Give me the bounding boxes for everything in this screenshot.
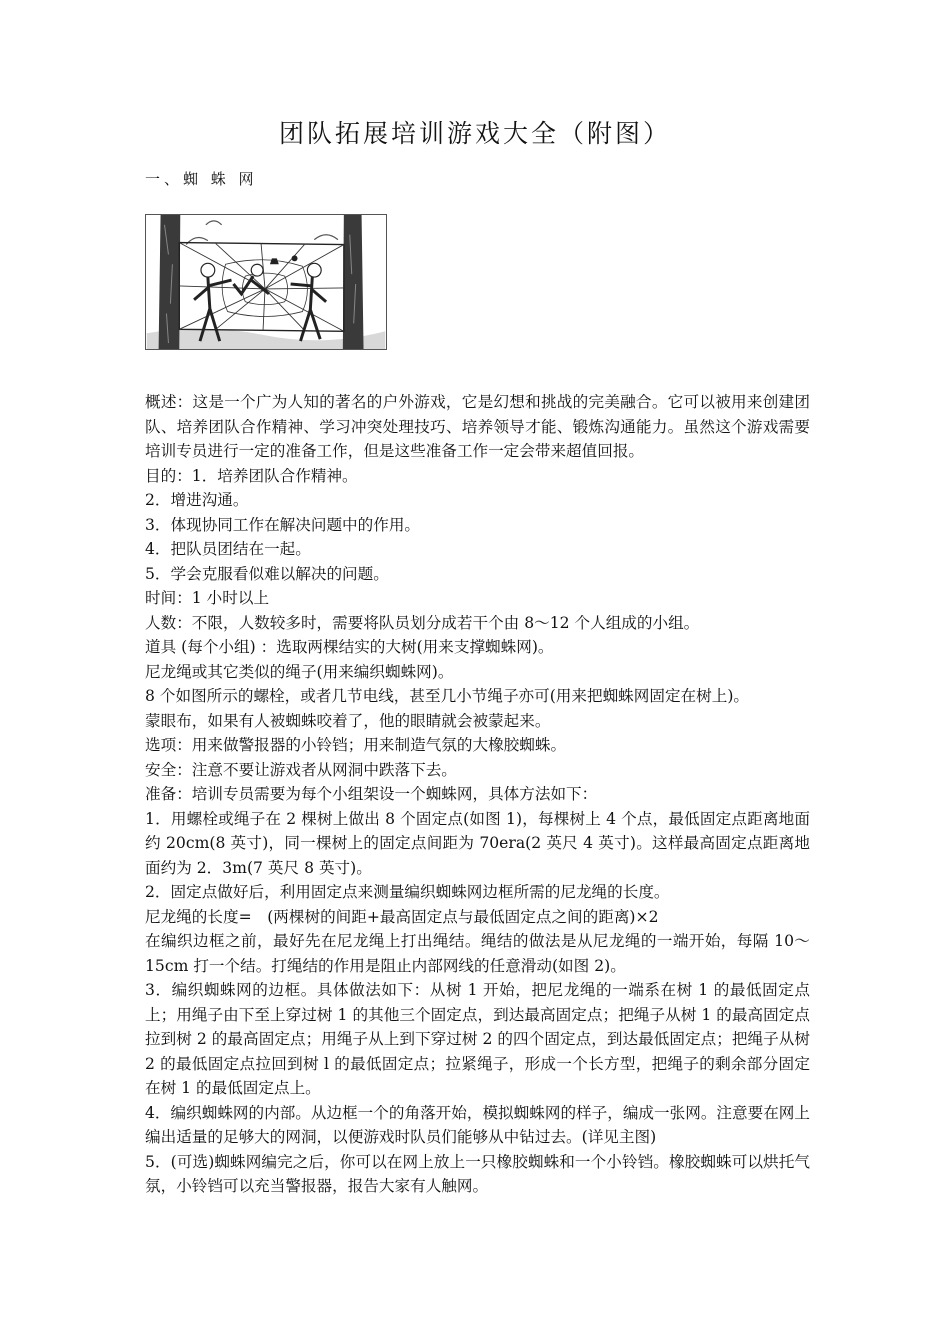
- paragraph-knots: 在编织边框之前，最好先在尼龙绳上打出绳结。绳结的做法是从尼龙绳的一端开始，每隔 10～15cm 打一个结。打绳结的作用是阻止内部网线的任意滑动(如图 2)。: [145, 932, 810, 975]
- paragraph-step-4: 4．编织蜘蛛网的内部。从边框一个的角落开始，模拟蜘蛛网的样子，编成一张网。注意要在网上编出适量的足够大的网洞，以便游戏时队员们能够从中钻过去。(详见主图): [145, 1103, 810, 1146]
- spider-web-drawing: [146, 215, 386, 349]
- paragraph-time: 时间：1 小时以上: [145, 589, 270, 607]
- paragraph-preparation: 准备：培训专员需要为每个小组架设一个蜘蛛网，具体方法如下：: [145, 785, 598, 803]
- section-heading: 一、蜘 蛛 网: [145, 170, 258, 188]
- paragraph-step-3: 3．编织蜘蛛网的边框。具体做法如下：从树 1 开始，把尼龙绳的一端系在树 1 的最低固定点上；用绳子由下至上穿过树 1 的其他三个固定点，到达最高固定点；把绳子从树 1 的最高固定点拉到树 2 的最高固定点；用绳子从上到下穿过树 2 的四个固定点，到达最低固定点；把绳子从树 2 的最低固定点拉回到树 l 的最低固定点；拉紧绳子，形成一个长方型，把绳子的剩余部分固定在树 1 的最低固定点上。: [145, 981, 810, 1097]
- paragraph-purpose-4: 4．把队员团结在一起。: [145, 540, 311, 558]
- paragraph-purpose-2: 2．增进沟通。: [145, 491, 249, 509]
- paragraph-people: 人数：不限，人数较多时，需要将队员划分成若干个由 8～12 个人组成的小组。: [145, 613, 700, 632]
- paragraph-safety: 安全：注意不要让游戏者从网洞中跌落下去。: [145, 760, 457, 779]
- paragraph-props-rope: 尼龙绳或其它类似的绳子(用来编织蜘蛛网)。: [145, 662, 454, 681]
- paragraph-purpose-5: 5．学会克服看似难以解决的问题。: [145, 564, 389, 583]
- paragraph-overview: 概述：这是一个广为人知的著名的户外游戏，它是幻想和挑战的完美融合。它可以被用来创建团队、培养团队合作精神、学习冲突处理技巧、培养领导才能、锻炼沟通能力。虽然这个游戏需要培训专员进行一定的准备工作，但是这些准备工作一定会带来超值回报。: [145, 393, 810, 460]
- paragraph-step-2: 2．固定点做好后，利用固定点来测量编织蜘蛛网边框所需的尼龙绳的长度。: [145, 883, 670, 901]
- paragraph-props: 道具 (每个小组) ：选取两棵结实的大树(用来支撑蜘蛛网)。: [145, 638, 554, 656]
- paragraph-purpose: 目的：1．培养团队合作精神。: [145, 466, 358, 485]
- spider-web-illustration: [145, 214, 387, 350]
- paragraph-step-1: 1．用螺栓或绳子在 2 棵树上做出 8 个固定点(如图 1)，每棵树上 4 个点，最低固定点距离地面约 20cm(8 英寸)，同一棵树上的固定点间距为 70era(2 英尺 4 英寸)。这样最高固定点距离地面约为 2．3m(7 英尺 8 英寸)。: [145, 809, 810, 877]
- paragraph-props-blindfold: 蒙眼布，如果有人被蜘蛛咬着了，他的眼睛就会被蒙起来。: [145, 711, 551, 730]
- paragraph-step-5: 5．(可选)蜘蛛网编完之后，你可以在网上放上一只橡胶蜘蛛和一个小铃铛。橡胶蜘蛛可以烘托气氛，小铃铛可以充当警报器，报告大家有人触网。: [145, 1152, 810, 1195]
- paragraph-props-bolts: 8 个如图所示的螺栓，或者几节电线，甚至几小节绳子亦可(用来把蜘蛛网固定在树上)。: [145, 687, 750, 705]
- paragraph-purpose-3: 3．体现协同工作在解决问题中的作用。: [145, 515, 421, 534]
- document-body: [145, 390, 810, 1199]
- paragraph-options: 选项：用来做警报器的小铃铛；用来制造气氛的大橡胶蜘蛛。: [145, 736, 567, 754]
- paragraph-rope-formula: 尼龙绳的长度= (两棵树的间距+最高固定点与最低固定点之间的距离)×2: [145, 907, 659, 926]
- document-title: 团队拓展培训游戏大全（附图）: [278, 119, 671, 148]
